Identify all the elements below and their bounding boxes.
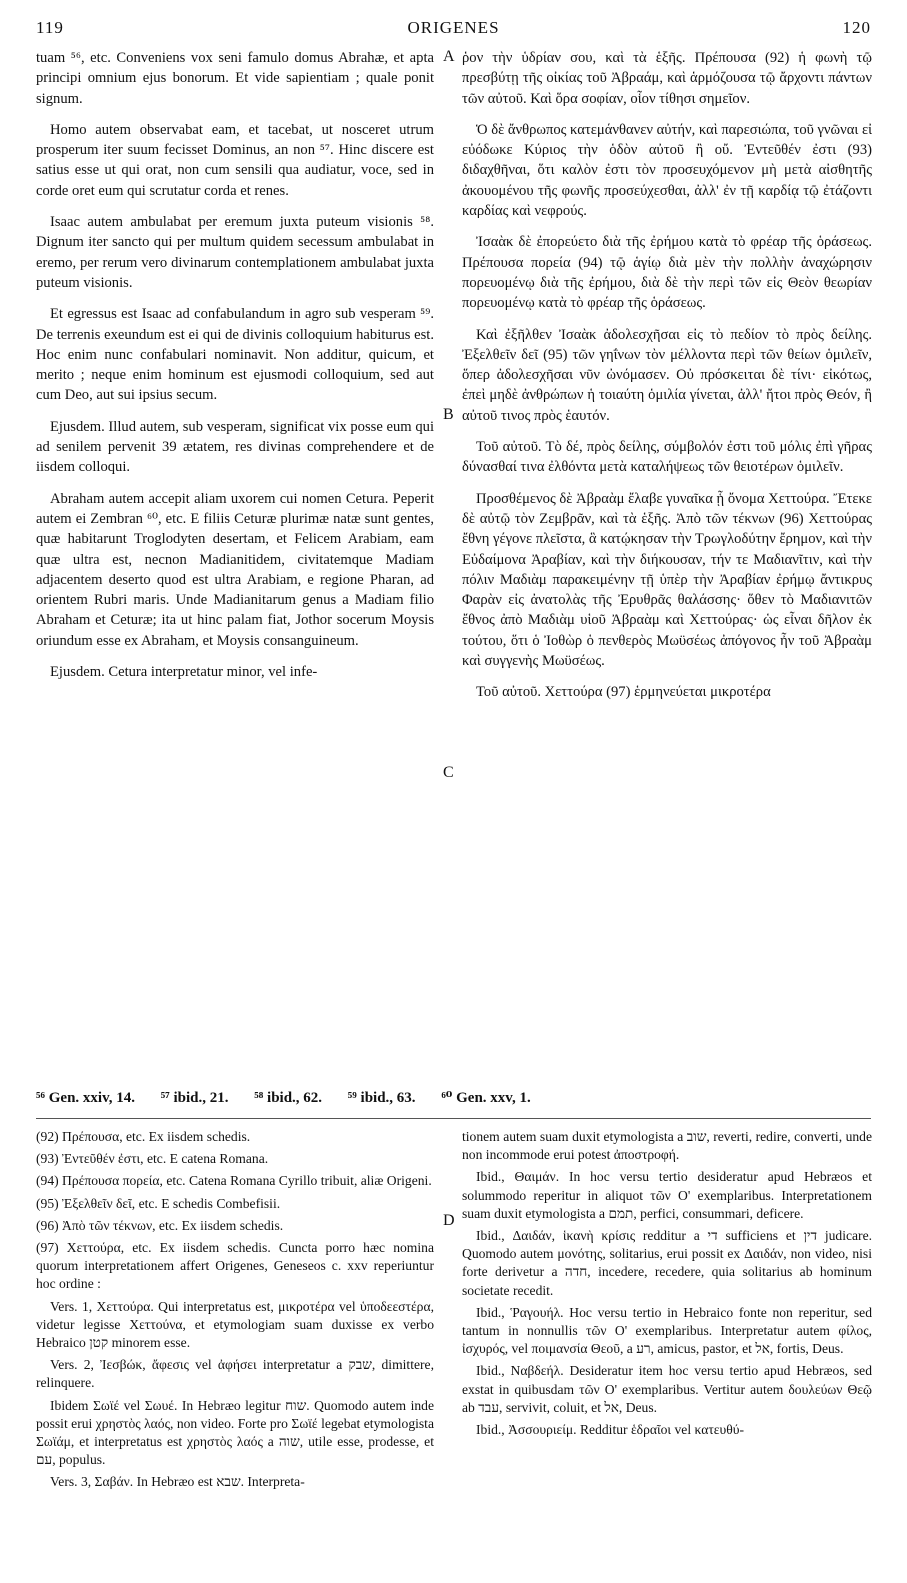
note-item: Vers. 1, Χεττούρα. Qui interpretatus est, μικροτέρα vel ὑποδεεστέρα, videtur legisse Χεττούνα, et etymologiam suam duxisse ex verbo Hebraico קטן minorem esse. — [36, 1298, 434, 1351]
note-item: (93) Ἐντεῦθέν ἐστι, etc. E catena Romana. — [36, 1151, 269, 1167]
latin-paragraph: Homo autem observabat eam, et tacebat, ut nosceret utrum prosperum iter suum fecisset Dominus, an non ⁵⁷. Hinc discere est satius esse ut qui orat, non cum sensili qua audiatur, voce, sed in corde oret eum qui scrutatur corda et renes. — [36, 121, 434, 199]
note-item: (95) Ἐξελθεῖν δεῖ, etc. E schedis Combefisii. — [36, 1195, 281, 1211]
latin-paragraph: Isaac autem ambulabat per eremum juxta puteum visionis ⁵⁸. Dignum iter sancto qui per multum quidem secessum ambulabat in eremo, per rerum vero divinarum contemplationem ambulabat juxta puteum visionis. — [36, 214, 434, 291]
latin-paragraph: Abraham autem accepit aliam uxorem cui nomen Cetura. Peperit autem ei Zembran ⁶⁰, etc. E filiis Ceturæ plurimæ natæ sunt gentes, quæ habitarunt Troglodyten desertam, et Felicem Arabiam, eam quæ ultra est, necnon Madianitidem, civitatemque Madiam adjacentem deserto quod est ultra Arabiam, e regione Pharan, ad orientem Rubri maris. Unde Madianitarum genus a Madiam filio Abraham et Ceturæ; ita ut hinc palam fiat, Jothor socerum Moysis oriundum esse ex Abraham, et Moysis consanguineum. — [36, 490, 434, 649]
latin-paragraph: Ejusdem. Illud autem, sub vesperam, significat vix posse eum qui ad senilem pervenit 39 ætatem, res divinas comprehendere et de iisdem colloqui. — [36, 418, 434, 476]
notes-column-left — [36, 1128, 434, 1568]
latin-paragraph: tuam ⁵⁶, etc. Conveniens vox seni famulo domus Abrahæ, et apta principi omnium ejus bonorum. Et vide sapientiam ; quale ponit signum. — [36, 50, 434, 107]
note-item: Ibid., Δαιδάν, ἱκανὴ κρίσις redditur a די sufficiens et דין judicare. Quomodo autem μονότης, solitarius, erui possit ex Δαιδάν, non video, nisi forte derivetur a חדה, incedere, recedere, quia solitarius ab hominum societate recedit. — [462, 1228, 872, 1298]
margin-letter-a: A — [443, 48, 455, 65]
note-item: (92) Πρέπουσα, etc. Ex iisdem schedis. — [36, 1129, 251, 1144]
greek-column — [462, 48, 872, 1078]
margin-letter-d: D — [443, 1212, 455, 1229]
note-item: Vers. 2, Ἰεσβώκ, ἄφεσις vel ἀφήσει interpretatur a שבק, dimittere, relinquere. — [36, 1357, 434, 1391]
scripture-reference: ⁵⁸ ibid., 62. — [254, 1090, 323, 1106]
note-item: Ibidem Σωϊέ vel Σωυέ. In Hebræo legitur שוח. Quomodo autem inde possit erui χρηστὸς λαός, non video. Forte pro Σωϊέ legebat etymologista Σωϊάμ, et interpretatus est χρηστὸς λαός a שוה, utile esse, prodesse, et עם, populus. — [36, 1397, 434, 1468]
note-item: Ibid., Θαιμάν. In hoc versu tertio desideratur apud Hebræos et solummodo reperitur in aliquot τῶν O' exemplaribus. Interpretationem suam duxit etymologista a תמם, perfici, consummari, deficere. — [462, 1169, 872, 1221]
note-item: Ibid., Ναβδεήλ. Desideratur item hoc versu tertio apud Hebræos, sed exstat in quibusdam τῶν O' exemplaribus. Vertitur autem δουλεύων Θεῷ ab עבד, servivit, coluit, et אל, Deus. — [462, 1363, 872, 1415]
running-header — [36, 18, 871, 40]
margin-letter-c: C — [443, 764, 454, 781]
scripture-reference: ⁵⁶ Gen. xxiv, 14. — [36, 1090, 136, 1106]
note-item: Ibid., Ῥαγουήλ. Hoc versu tertio in Hebraico fonte non reperitur, sed tantum in nonnullis τῶν O' exemplaribus. Interpretatur autem φίλος, ἰσχυρός, vel ποιμανσία Θεοῦ, a רע, amicus, pastor, et אל, fortis, Deus. — [462, 1304, 872, 1357]
scripture-reference: ⁵⁹ ibid., 63. — [347, 1090, 416, 1106]
greek-paragraph: ῥον τὴν ὑδρίαν σου, καὶ τὰ ἑξῆς. Πρέπουσα (92) ἡ φωνὴ τῷ πρεσβύτῃ τῆς οἰκίας τοῦ Ἀβραάμ, καὶ ἁρμόζουσα τῷ ἄρχοντι πάντων τῶν αὐτοῦ. Καὶ ὅρα σοφίαν, οἷον τίθησι σημεῖον. — [462, 50, 872, 107]
scripture-reference: ⁵⁷ ibid., 21. — [160, 1090, 229, 1106]
margin-letter-b: B — [443, 406, 454, 423]
greek-paragraph: Καὶ ἐξῆλθεν Ἰσαὰκ ἀδολεσχῆσαι εἰς τὸ πεδίον τὸ πρὸς δείλης. Ἐξελθεῖν δεῖ (95) τῶν γηΐνων τὸν μέλλοντα περὶ τῶν θείων ὁμιλεῖν, ὅπερ ἀδολεσχῆσαι νῦν ὠνόμασεν. Οὐ πρόσκειται δὲ τίνι· εἰκότως, ἐπεὶ μηδὲ ἀνθρώπων ἡ τοιαύτη ὁμιλία γίνεται, ἀλλ' ἤτοι πρὸς Θεόν, ἢ αὐτοῦ τινος πρὸς ἑαυτόν. — [462, 326, 872, 424]
latin-column — [36, 48, 434, 1078]
greek-paragraph: Ἰσαὰκ δὲ ἐπορεύετο διὰ τῆς ἐρήμου κατὰ τὸ φρέαρ τῆς ὁράσεως. Πρέπουσα πορεία (94) τῷ ἁγίῳ διὰ μὲν τὴν πολλὴν ἀναχώρησιν πορευομένῳ διὰ τῆς ἐρήμου, διὰ δὲ τὴν περὶ τῶν εἰς Θεὸν θεωρίαν πορευομένῳ κατὰ τὸ φρέαρ τῆς ὁράσεως. — [462, 234, 872, 312]
note-item: (96) Ἀπὸ τῶν τέκνων, etc. Ex iisdem schedis. — [36, 1217, 284, 1233]
scripture-reference: ⁶⁰ Gen. xxv, 1. — [441, 1090, 531, 1106]
note-item: tionem autem suam duxit etymologista a שוב, reverti, redire, converti, unde non incommode erui potest ἀποστροφή. — [462, 1129, 872, 1163]
greek-paragraph: Ὁ δὲ ἄνθρωπος κατεμάνθανεν αὐτήν, καὶ παρεσιώπα, τοῦ γνῶναι εἰ εὐόδωκε Κύριος τὴν ὁδὸν αὐτοῦ ἢ οὔ. Ἐντεῦθέν ἐστι (93) διδαχθῆναι, ὅτι καλὸν ἐστι τὸν προσευχόμενον μὴ μετὰ αἰσθητῆς ἀκουομένου τῆς φωνῆς προσεύχεσθαι, ἀλλ' ἐν τῇ καρδίᾳ τῷ ἐτάζοντι καρδίας καὶ νεφρούς. — [462, 121, 872, 220]
running-title: ORIGENES — [407, 18, 500, 37]
notes-divider — [36, 1118, 871, 1119]
note-item: (94) Πρέπουσα πορεία, etc. Catena Romana Cyrillo tribuit, aliæ Origeni. — [36, 1173, 432, 1189]
notes-column-right — [462, 1128, 872, 1568]
page-number-left: 119 — [36, 18, 64, 37]
page-number-right: 120 — [842, 18, 871, 37]
scripture-references — [36, 1088, 871, 1110]
note-item: (97) Χεττούρα, etc. Ex iisdem schedis. Cuncta porro hæc nomina quorum interpretationem affert Origenes, Geneseos c. xxv reperiuntur hoc ordine : — [36, 1240, 434, 1292]
note-item: Ibid., Ἀσσουριείμ. Redditur ἑδραῖοι vel κατευθύ- — [476, 1422, 745, 1438]
note-item: Vers. 3, Σαβάν. In Hebræo est שבא. Interpreta- — [50, 1474, 305, 1490]
latin-paragraph: Ejusdem. Cetura interpretatur minor, vel infe- — [50, 664, 318, 681]
greek-paragraph: Τοῦ αὐτοῦ. Τὸ δέ, πρὸς δείλης, σύμβολόν ἐστι τοῦ μόλις ἐπὶ γῆρας δύνασθαί τινα ἐλθόντα μετὰ καταλήψεως τῶν θειοτέρων ὁμιλεῖν. — [462, 439, 872, 476]
latin-paragraph: Et egressus est Isaac ad confabulandum in agro sub vesperam ⁵⁹. De terrenis exeundum est ei qui de divinis colloquium habiturus est. Hoc enim nunc confabulari nominavit. Non additur, quicum, et merito ; neque enim hominum est ejusmodi colloquium, sed aut cum Deo, aut sui ipsius secum. — [36, 306, 434, 404]
greek-paragraph: Προσθέμενος δὲ Ἀβραὰμ ἔλαβε γυναῖκα ᾗ ὄνομα Χεττούρα. Ἔτεκε δὲ αὐτῷ τὸν Ζεμβρᾶν, καὶ τὰ ἑξῆς. Ἀπὸ τῶν τέκνων (96) Χεττούρας ἔθνη γέγονε πλεῖστα, ἃ κατῴκησαν τὴν Τρωγλοδύτην ἔρημον, καὶ τὴν Εὐδαίμονα Ἀραβίαν, καὶ τὴν διήκουσαν, τήν τε Μαδιανῖτιν, καὶ τὴν πόλιν Μαδιὰμ παρακειμένην τῇ ὑπὲρ τὴν Ἀραβίαν ἐρήμῳ ἄντικρυς Φαρὰν εἰς ἀνατολὰς τῆς Ἐρυθρᾶς θαλάσσης· ὅθεν τὸ Μαδιανιτῶν ἔθνος ἀπὸ Μαδιὰμ υἱοῦ Ἀβραὰμ καὶ Χεττούρας· ὡς εἶναι δῆλον ἐκ τούτου, ὅτι ὁ Ἰοθὼρ ὁ πενθερὸς Μωϋσέως ἀπόγονος ἦν τοῦ Ἀβραὰμ καὶ συγγενὴς Μωϋσέως. — [462, 490, 872, 670]
greek-paragraph: Τοῦ αὐτοῦ. Χεττούρα (97) ἑρμηνεύεται μικροτέρα — [476, 684, 771, 701]
